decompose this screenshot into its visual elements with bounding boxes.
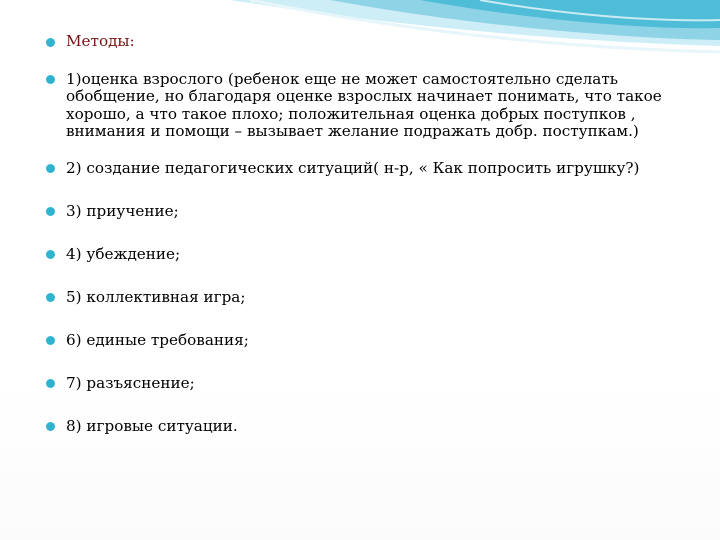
bullet-dot-icon (46, 379, 55, 388)
list-item-text: 3) приучение; (66, 201, 179, 220)
list-item (46, 160, 696, 178)
list-item-text: 1)оценка взрослого (ребенок еще не может самостоятельно сделать обобщение, но благодаря оценке взрослых начинает понимать, что такое хорошо, а что такое плохо; положительная оценка добрых поступков , внимания и помощи – вызывает желание подражать добр. поступкам.) (66, 69, 662, 140)
slide-title: Методы: (66, 32, 135, 50)
bullet-dot-icon (46, 207, 55, 216)
list-item-title (46, 33, 696, 51)
bullet-dot-icon (46, 75, 55, 84)
list-item-text: 2) создание педагогических ситуаций( н-р, « Как попросить игрушку?) (66, 158, 640, 177)
bullet-list (46, 33, 696, 461)
list-item (46, 71, 696, 141)
bullet-dot-icon (46, 422, 55, 431)
list-item (46, 203, 696, 221)
bullet-dot-icon (46, 250, 55, 259)
list-item (46, 375, 696, 393)
bullet-dot-icon (46, 336, 55, 345)
list-item-text: 6) единые требования; (66, 330, 249, 349)
bullet-dot-icon (46, 38, 55, 47)
bullet-dot-icon (46, 293, 55, 302)
list-item (46, 289, 696, 307)
list-item-text: 5) коллективная игра; (66, 287, 246, 306)
bullet-dot-icon (46, 164, 55, 173)
list-item (46, 418, 696, 436)
list-item (46, 332, 696, 350)
list-item-text: 8) игровые ситуации. (66, 416, 238, 435)
list-item (46, 246, 696, 264)
list-item-text: 4) убеждение; (66, 244, 181, 263)
list-item-text: 7) разъяснение; (66, 373, 195, 392)
